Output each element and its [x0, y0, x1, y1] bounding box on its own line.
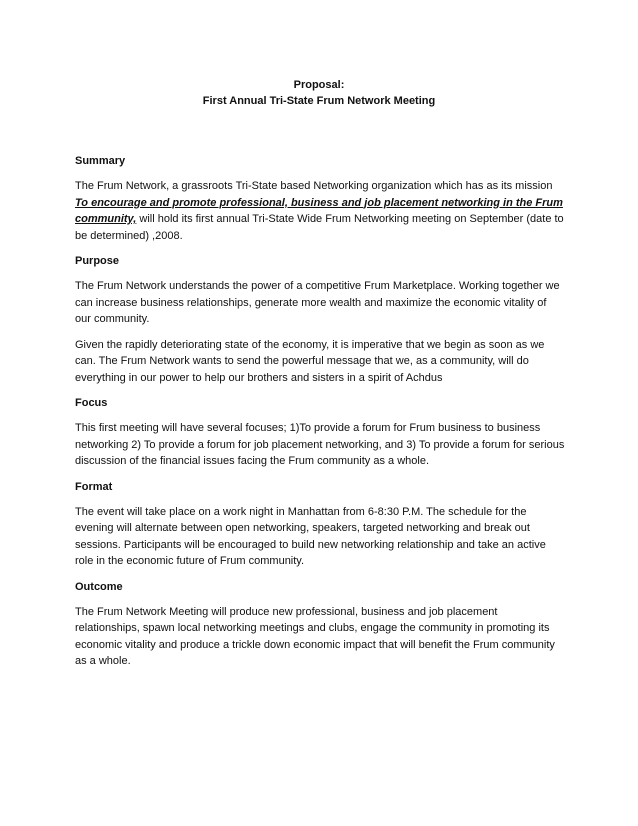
- outcome-heading: Outcome: [75, 580, 123, 593]
- focus-paragraph: This first meeting will have several focuses; 1)To provide a forum for Frum business to business networking 2) To provide a forum for job placement networking, and 3) To provide a forum for serious discussion of the financial issues facing the Frum community as a whole.: [75, 422, 565, 467]
- section-format: [75, 479, 565, 570]
- purpose-heading: Purpose: [75, 255, 120, 267]
- section-summary: [75, 153, 565, 244]
- outcome-paragraph: The Frum Network Meeting will produce new professional, business and job placement relationships, spawn local networking meetings and clubs, engage the community in promoting its economic vitality and produce a trickle down economic impact that will benefit the Frum community as a whole.: [75, 605, 555, 667]
- mission-statement: To encourage and promote professional, business and job placement networking in the Frum community,: [75, 196, 563, 225]
- document-body: [75, 153, 565, 679]
- document-title: [0, 77, 638, 109]
- title-line-1: Proposal:: [293, 79, 345, 91]
- summary-text-before: The Frum Network, a grassroots Tri-State based Networking organization which has as its mission: [75, 180, 553, 192]
- title-line-2: First Annual Tri-State Frum Network Meeting: [202, 95, 436, 107]
- summary-text-after: will hold its first annual Tri-State Wide Frum Networking meeting on September (date to be determined) ,2008.: [75, 213, 564, 242]
- purpose-paragraph-2: Given the rapidly deteriorating state of the economy, it is imperative that we begin as soon as we can. The Frum Network wants to send the powerful message that we, as a community, will do everything in our power to help our brothers and sisters in a spirit of Achdus: [75, 338, 545, 384]
- focus-heading: Focus: [75, 397, 108, 409]
- section-outcome: [75, 579, 565, 670]
- format-paragraph: The event will take place on a work night in Manhattan from 6-8:30 P.M. The schedule for the evening will alternate between open networking, speakers, targeted networking and break out sessions. Participants will be encouraged to build new networking relationship and take an active role in the economic future of Frum community.: [75, 505, 546, 567]
- section-purpose: [75, 253, 565, 386]
- section-focus: [75, 395, 565, 470]
- format-heading: Format: [75, 480, 113, 493]
- summary-heading: Summary: [75, 155, 126, 167]
- purpose-paragraph-1: The Frum Network understands the power of a competitive Frum Marketplace. Working together we can increase business relationships, generate more wealth and maximize the economic vitality of our community.: [75, 280, 560, 325]
- summary-paragraph: [75, 178, 565, 244]
